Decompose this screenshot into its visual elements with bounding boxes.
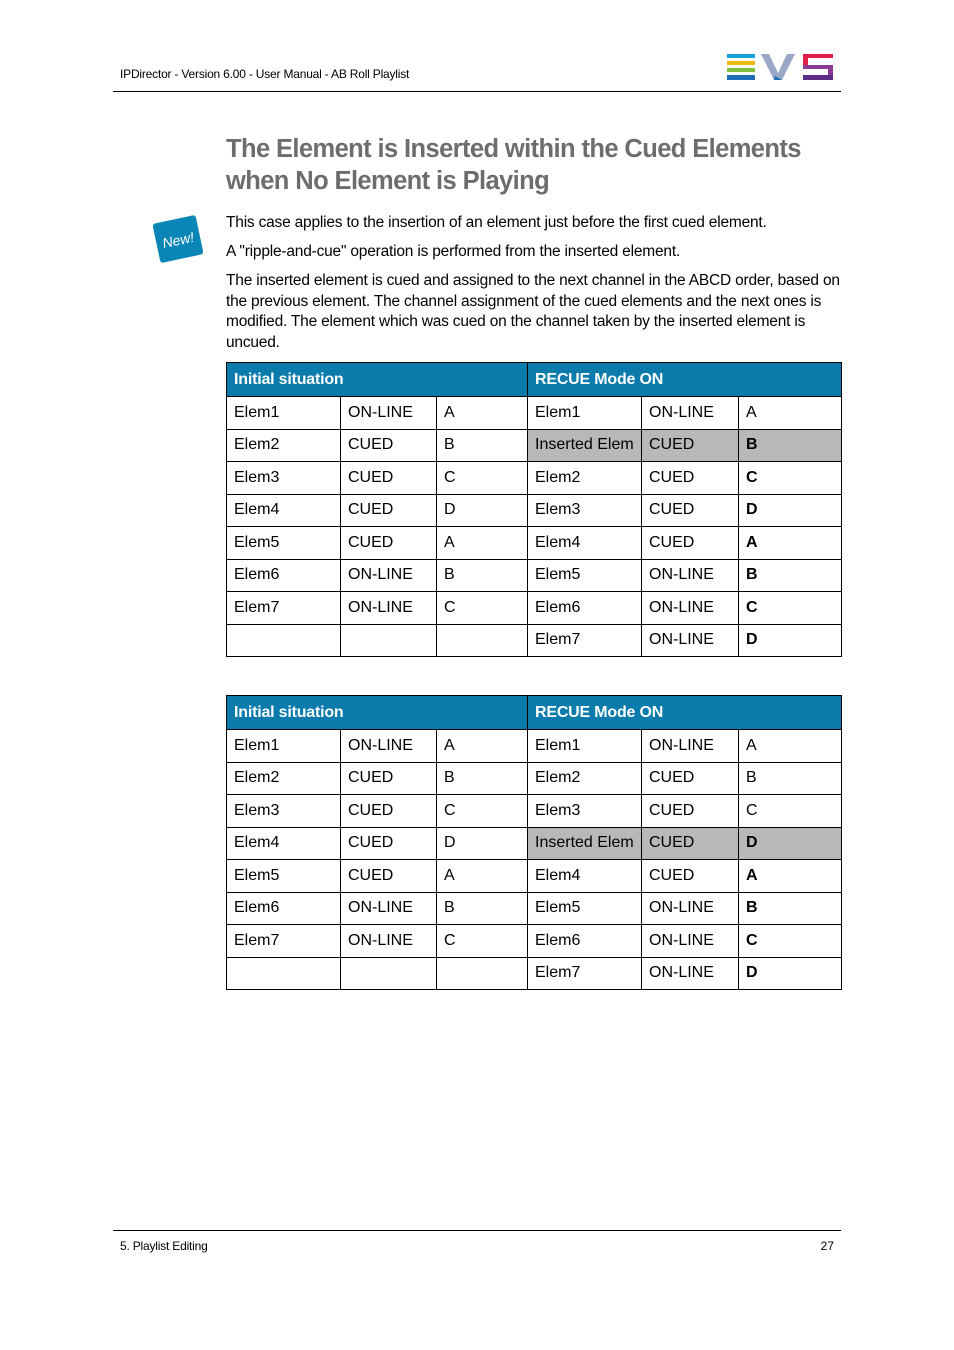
cell-recue-element: Elem2 bbox=[528, 462, 642, 495]
cell-recue-channel: D bbox=[739, 827, 842, 860]
table-row bbox=[227, 462, 842, 495]
page-footer bbox=[113, 1230, 841, 1261]
cell-recue-element: Inserted Elem bbox=[528, 429, 642, 462]
table-row bbox=[227, 624, 842, 657]
cell-recue-channel: A bbox=[739, 730, 842, 763]
section-heading: The Element is Inserted within the Cued Elements when No Element is Playing bbox=[226, 135, 801, 195]
cell-initial-channel: C bbox=[437, 925, 528, 958]
cell-recue-channel: C bbox=[739, 592, 842, 625]
cell-initial-element: Elem3 bbox=[227, 795, 341, 828]
cell-recue-status: CUED bbox=[642, 762, 739, 795]
new-badge-icon bbox=[153, 214, 203, 264]
cell-initial-element: Elem6 bbox=[227, 892, 341, 925]
table-header-row bbox=[227, 363, 842, 397]
cell-recue-status: CUED bbox=[642, 827, 739, 860]
cell-recue-channel: B bbox=[739, 559, 842, 592]
cell-initial-element: Elem1 bbox=[227, 397, 341, 430]
cell-recue-status: CUED bbox=[642, 795, 739, 828]
evs-logo bbox=[727, 54, 833, 80]
cell-recue-channel: A bbox=[739, 860, 842, 893]
cell-initial-status: CUED bbox=[341, 462, 437, 495]
cell-recue-element: Elem1 bbox=[528, 397, 642, 430]
cell-initial-element: Elem3 bbox=[227, 462, 341, 495]
cell-initial-channel: D bbox=[437, 827, 528, 860]
table-row bbox=[227, 957, 842, 990]
table-row bbox=[227, 827, 842, 860]
cell-initial-status: CUED bbox=[341, 429, 437, 462]
cell-recue-channel: D bbox=[739, 957, 842, 990]
cell-initial-status: CUED bbox=[341, 795, 437, 828]
header-initial-situation: Initial situation bbox=[227, 363, 528, 397]
cell-recue-status: ON-LINE bbox=[642, 925, 739, 958]
header-title: IPDirector - Version 6.00 - User Manual - AB Roll Playlist bbox=[120, 67, 410, 81]
cell-initial-status: CUED bbox=[341, 860, 437, 893]
page-header bbox=[113, 52, 841, 92]
cell-recue-element: Elem7 bbox=[528, 624, 642, 657]
cell-initial-channel bbox=[437, 624, 528, 657]
cell-recue-channel: B bbox=[739, 892, 842, 925]
table-row bbox=[227, 397, 842, 430]
paragraph-2: A "ripple-and-cue" operation is performed from the inserted element. bbox=[226, 243, 681, 260]
cell-initial-element: Elem5 bbox=[227, 860, 341, 893]
cell-initial-channel: C bbox=[437, 592, 528, 625]
comparison-table-1 bbox=[226, 362, 842, 657]
cell-initial-status: ON-LINE bbox=[341, 592, 437, 625]
paragraph-1: This case applies to the insertion of an element just before the first cued element. bbox=[226, 214, 767, 231]
cell-recue-channel: C bbox=[739, 925, 842, 958]
cell-initial-element bbox=[227, 957, 341, 990]
cell-initial-status: ON-LINE bbox=[341, 397, 437, 430]
cell-recue-element: Elem6 bbox=[528, 925, 642, 958]
cell-recue-status: CUED bbox=[642, 494, 739, 527]
footer-page-number: 27 bbox=[820, 1239, 834, 1253]
cell-initial-channel: A bbox=[437, 527, 528, 560]
cell-recue-element: Elem4 bbox=[528, 860, 642, 893]
cell-recue-status: ON-LINE bbox=[642, 592, 739, 625]
table-row bbox=[227, 429, 842, 462]
cell-initial-status: ON-LINE bbox=[341, 559, 437, 592]
cell-recue-element: Elem4 bbox=[528, 527, 642, 560]
cell-initial-channel: B bbox=[437, 559, 528, 592]
cell-recue-status: CUED bbox=[642, 527, 739, 560]
cell-initial-status: ON-LINE bbox=[341, 925, 437, 958]
cell-recue-status: ON-LINE bbox=[642, 559, 739, 592]
cell-initial-element: Elem4 bbox=[227, 827, 341, 860]
cell-recue-status: ON-LINE bbox=[642, 957, 739, 990]
cell-recue-element: Elem5 bbox=[528, 559, 642, 592]
cell-initial-channel: C bbox=[437, 795, 528, 828]
cell-initial-channel: D bbox=[437, 494, 528, 527]
footer-section: 5. Playlist Editing bbox=[120, 1239, 208, 1253]
cell-initial-element: Elem7 bbox=[227, 592, 341, 625]
cell-initial-status: CUED bbox=[341, 527, 437, 560]
cell-initial-status bbox=[341, 624, 437, 657]
table-row bbox=[227, 925, 842, 958]
cell-initial-element bbox=[227, 624, 341, 657]
cell-recue-channel: A bbox=[739, 397, 842, 430]
cell-recue-status: CUED bbox=[642, 860, 739, 893]
table-row bbox=[227, 762, 842, 795]
cell-recue-status: ON-LINE bbox=[642, 624, 739, 657]
cell-initial-status: ON-LINE bbox=[341, 730, 437, 763]
table-row bbox=[227, 730, 842, 763]
cell-recue-element: Elem6 bbox=[528, 592, 642, 625]
cell-recue-channel: C bbox=[739, 462, 842, 495]
cell-recue-channel: D bbox=[739, 494, 842, 527]
cell-initial-status: CUED bbox=[341, 827, 437, 860]
cell-recue-status: CUED bbox=[642, 429, 739, 462]
cell-initial-channel: A bbox=[437, 860, 528, 893]
cell-initial-channel: C bbox=[437, 462, 528, 495]
table-row bbox=[227, 494, 842, 527]
table-row bbox=[227, 559, 842, 592]
cell-recue-channel: B bbox=[739, 762, 842, 795]
cell-recue-element: Elem7 bbox=[528, 957, 642, 990]
cell-initial-channel: A bbox=[437, 397, 528, 430]
cell-initial-element: Elem4 bbox=[227, 494, 341, 527]
cell-recue-channel: A bbox=[739, 527, 842, 560]
table-row bbox=[227, 892, 842, 925]
table-row bbox=[227, 795, 842, 828]
cell-initial-channel bbox=[437, 957, 528, 990]
header-recue-mode-on: RECUE Mode ON bbox=[528, 363, 842, 397]
cell-recue-channel: B bbox=[739, 429, 842, 462]
paragraph-3: The inserted element is cued and assigned to the next channel in the ABCD order, based on the previous element. The channel assignment of the cued elements and the next ones is modified. The element which was cued on the channel taken by the inserted element is uncued. bbox=[226, 272, 840, 351]
cell-initial-status: CUED bbox=[341, 494, 437, 527]
cell-initial-status: ON-LINE bbox=[341, 892, 437, 925]
cell-initial-element: Elem6 bbox=[227, 559, 341, 592]
cell-initial-channel: B bbox=[437, 892, 528, 925]
cell-initial-channel: A bbox=[437, 730, 528, 763]
cell-recue-element: Elem3 bbox=[528, 795, 642, 828]
table-row bbox=[227, 592, 842, 625]
cell-initial-element: Elem2 bbox=[227, 762, 341, 795]
header-recue-mode-on: RECUE Mode ON bbox=[528, 696, 842, 730]
cell-initial-element: Elem1 bbox=[227, 730, 341, 763]
cell-initial-channel: B bbox=[437, 762, 528, 795]
table-row bbox=[227, 860, 842, 893]
comparison-table-2 bbox=[226, 695, 842, 990]
header-initial-situation: Initial situation bbox=[227, 696, 528, 730]
cell-recue-channel: D bbox=[739, 624, 842, 657]
cell-recue-channel: C bbox=[739, 795, 842, 828]
cell-initial-channel: B bbox=[437, 429, 528, 462]
cell-recue-element: Elem3 bbox=[528, 494, 642, 527]
cell-initial-status bbox=[341, 957, 437, 990]
cell-initial-status: CUED bbox=[341, 762, 437, 795]
cell-recue-element: Elem2 bbox=[528, 762, 642, 795]
cell-recue-element: Elem1 bbox=[528, 730, 642, 763]
cell-recue-element: Inserted Elem bbox=[528, 827, 642, 860]
cell-recue-status: ON-LINE bbox=[642, 730, 739, 763]
cell-recue-element: Elem5 bbox=[528, 892, 642, 925]
cell-recue-status: ON-LINE bbox=[642, 397, 739, 430]
table-header-row bbox=[227, 696, 842, 730]
cell-recue-status: CUED bbox=[642, 462, 739, 495]
cell-recue-status: ON-LINE bbox=[642, 892, 739, 925]
cell-initial-element: Elem5 bbox=[227, 527, 341, 560]
cell-initial-element: Elem2 bbox=[227, 429, 341, 462]
cell-initial-element: Elem7 bbox=[227, 925, 341, 958]
table-row bbox=[227, 527, 842, 560]
svg-text:New!: New! bbox=[160, 228, 196, 252]
